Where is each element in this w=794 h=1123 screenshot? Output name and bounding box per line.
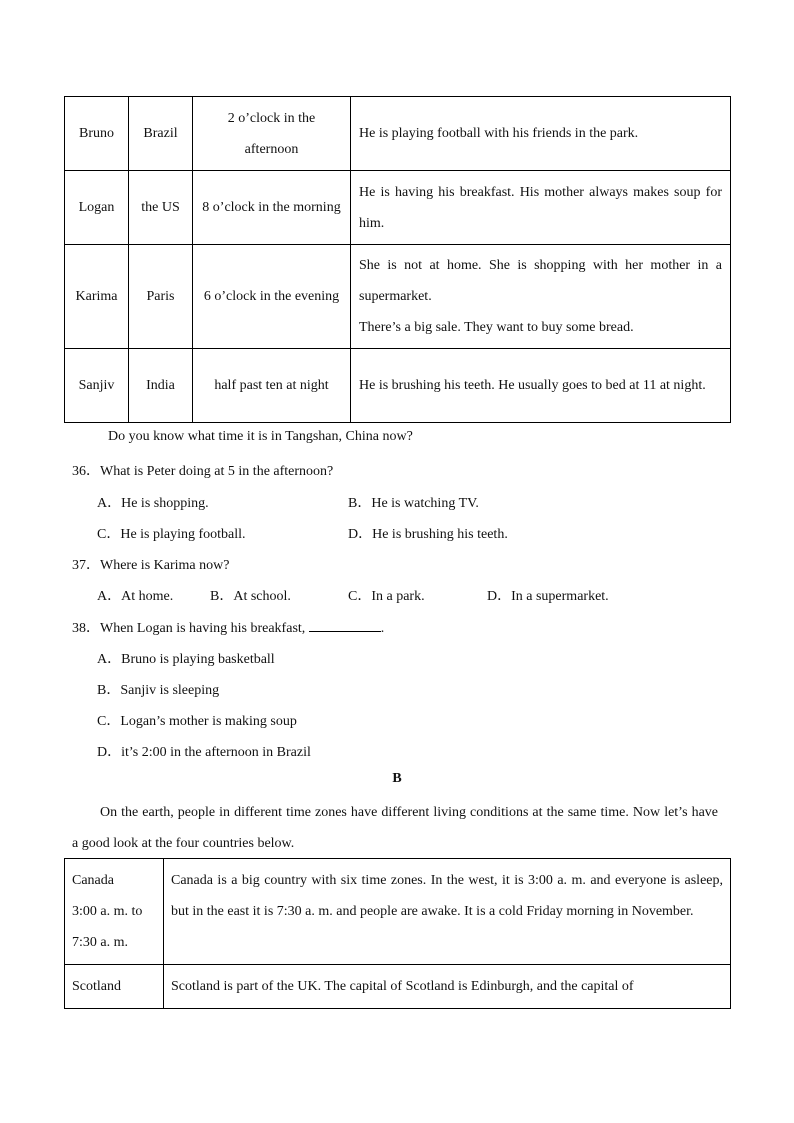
name-cell: Bruno — [65, 97, 129, 171]
activity-cell — [351, 97, 731, 171]
q36-option-a[interactable]: A．He is shopping. — [97, 496, 209, 511]
activity-cell — [351, 349, 731, 423]
question-38-stem — [72, 617, 384, 637]
section-intro: On the earth, people in different time zones have different living conditions at the same time. Now let’s have a good look at the four countries below. — [72, 805, 718, 851]
table-row — [65, 349, 731, 423]
activity-text: He is brushing his teeth. He usually goes to bed at 11 at night. — [359, 378, 706, 393]
table-row — [65, 97, 731, 171]
table-row — [65, 171, 731, 245]
countries-table — [64, 858, 731, 1009]
question-36-stem: 36．What is Peter doing at 5 in the afternoon? — [72, 464, 334, 479]
q36-option-b[interactable]: B．He is watching TV. — [348, 496, 479, 511]
activity-cell — [351, 171, 731, 245]
country-text-cell: Canada is a big country with six time zones. In the west, it is 3:00 a. m. and everyone is asleep, but in the east it is 7:30 a. m. and people are awake. It is a cold Friday morning in November. — [164, 859, 731, 965]
activity-cell — [351, 245, 731, 349]
country-text-cell: Scotland is part of the UK. The capital of Scotland is Edinburgh, and the capital of — [164, 965, 731, 1009]
name-cell: Karima — [65, 245, 129, 349]
question-37-stem: 37．Where is Karima now? — [72, 558, 230, 573]
q38-option-c[interactable]: C．Logan’s mother is making soup — [97, 714, 297, 729]
country-cell: Paris — [129, 245, 193, 349]
activity-text: He is having his breakfast. His mother always makes soup for him. — [359, 184, 722, 231]
country-label-cell — [65, 859, 164, 965]
activity-text: She is not at home. She is shopping with her mother in a supermarket. — [359, 258, 722, 304]
country-label: 7:30 a. m. — [72, 935, 128, 950]
q37-option-b[interactable]: B．At school. — [210, 589, 291, 604]
q38-option-a[interactable]: A．Bruno is playing basketball — [97, 652, 275, 667]
q36-option-d[interactable]: D．He is brushing his teeth. — [348, 527, 508, 542]
time-cell: 2 o’clock in the afternoon — [193, 97, 351, 171]
answer-blank — [309, 619, 381, 632]
table-row — [65, 965, 731, 1009]
time-cell: half past ten at night — [193, 349, 351, 423]
table-row — [65, 245, 731, 349]
country-label-cell — [65, 965, 164, 1009]
q38-option-d[interactable]: D．it’s 2:00 in the afternoon in Brazil — [97, 745, 311, 760]
name-cell: Logan — [65, 171, 129, 245]
country-cell: Brazil — [129, 97, 193, 171]
country-label: Scotland — [72, 979, 121, 994]
question-intro: Do you know what time it is in Tangshan, China now? — [108, 429, 413, 444]
activity-text: There’s a big sale. They want to buy some bread. — [359, 320, 634, 335]
q36-option-c[interactable]: C．He is playing football. — [97, 527, 246, 542]
q38-stem-text: 38．When Logan is having his breakfast, — [72, 621, 309, 636]
time-cell: 6 o’clock in the evening — [193, 245, 351, 349]
q38-option-b[interactable]: B．Sanjiv is sleeping — [97, 683, 220, 698]
q37-option-c[interactable]: C．In a park. — [348, 589, 425, 604]
table-row — [65, 859, 731, 965]
activity-text: He is playing football with his friends in the park. — [359, 126, 639, 141]
name-cell: Sanjiv — [65, 349, 129, 423]
country-label: Canada — [72, 873, 114, 888]
section-heading: B — [392, 771, 402, 786]
country-cell: the US — [129, 171, 193, 245]
country-label: 3:00 a. m. to — [72, 904, 143, 919]
q38-stem-end: . — [380, 621, 385, 636]
q37-option-d[interactable]: D．In a supermarket. — [487, 589, 609, 604]
country-cell: India — [129, 349, 193, 423]
schedule-table — [64, 96, 731, 423]
q37-option-a[interactable]: A．At home. — [97, 589, 174, 604]
time-cell: 8 o’clock in the morning — [193, 171, 351, 245]
